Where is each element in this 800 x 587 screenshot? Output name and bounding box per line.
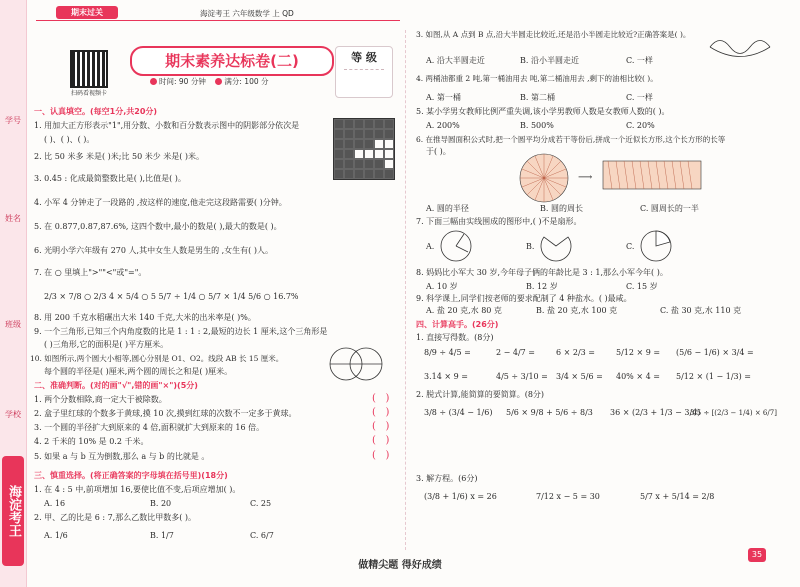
question-1-blanks: ( )、( )、( )。 [44,135,95,144]
approx-rectangle-figure [602,160,702,190]
section-tag: 期末过关 [56,6,118,19]
judge-3: 3. 一个圆的半径扩大到原来的 4 倍,面积就扩大到原来的 16 倍。 [34,423,265,432]
section-1-heading: 一、认真填空。(每空1分,共20分) [34,107,158,116]
choice-7-a: A. [426,242,435,251]
answer-paren-1[interactable]: ( ) [372,393,390,404]
question-8: 8. 用 200 千克水稻碾出大米 140 千克,大米的出米率是( )%。 [34,313,256,322]
calc-3-a: (3/8 + 1/6) x = 26 [424,492,497,501]
calc-1-row1-b: 2 − 4/7 = [496,348,535,357]
choice-7-c: C. [626,242,635,251]
calc-3-c: 5/7 x + 5/14 = 2/8 [640,492,715,501]
school-label: 学校 [5,410,21,419]
choice-5: 5. 某小学男女教师比例严重失调,该小学男教师人数是女教师人数的( )。 [416,107,670,116]
exam-time: 时间: 90 分钟 [159,77,206,86]
question-5: 5. 在 0.877,0.87,87.6%, 这四个数中,最小的数是( ),最大的数是( )。 [34,222,282,231]
choice-8-b: B. 12 岁 [526,282,558,291]
question-10: 10. 如图所示,两个圆大小相等,圆心分别是 O1、O2。线段 AB 长 15 厘米。 [30,354,284,363]
choice-2-b: B. 1/7 [150,531,174,540]
page-number: 35 [748,548,766,562]
name-label: 姓名 [5,214,21,223]
choice-8-a: A. 10 岁 [426,282,458,291]
student-id-label: 学号 [5,116,21,125]
choice-5-c: C. 20% [626,121,655,130]
choice-2-c: C. 6/7 [250,531,274,540]
arrow-icon: ⟶ [578,172,593,183]
two-circles-figure [318,346,398,386]
choice-6-b: B. 圆的周长 [540,204,583,213]
question-7-comparisons: 2/3 × 7/8 ○ 2/3 4 × 5/4 ○ 5 5/7 ÷ 1/4 ○ 5/7 × 1/4 5/6 ○ 16.7% [44,292,299,301]
choice-6: 6. 在推导圆面积公式时,把一个圆平均分成若干等份后,拼成一个近似长方形,这个长方形的长等 [416,135,726,144]
circle-sectors-figure [518,152,570,204]
choice-3-b: B. 沿小半圆走近 [520,56,579,65]
choice-3: 3. 如图,从 A 点到 B 点,沿大半圆走比较近,还是沿小半圆走比较近?正确答案是( )。 [416,30,691,39]
section-4-heading: 四、计算高手。(26分) [416,320,499,329]
calc-2-heading: 2. 脱式计算,能简算的要简算。(8分) [416,390,545,399]
choice-6-blank: 于( )。 [426,147,451,156]
choice-9: 9. 科学课上,同学们按老师的要求配制了 4 种盐水。( )最咸。 [416,294,632,303]
calc-1-row1-c: 6 × 2/3 = [556,348,595,357]
choice-4-b: B. 第二桶 [520,93,555,102]
choice-8-c: C. 15 岁 [626,282,658,291]
left-brand-strip [0,0,27,587]
choice-2: 2. 甲、乙的比是 6 : 7,那么乙数比甲数多( )。 [34,513,197,522]
brand-logo: 海淀考王 [2,456,24,566]
qr-code-icon[interactable] [70,50,108,88]
calc-1-row2-d: 40% × 4 = [616,372,660,381]
calc-3-heading: 3. 解方程。(6分) [416,474,478,483]
option-c-shape [638,228,674,264]
choice-1-a: A. 16 [44,499,66,508]
section-2-heading: 二、准确判断。(对的画"√",错的画"×")(5分) [34,381,198,390]
clock-icon [150,78,157,85]
choice-3-a: A. 沿大半圆走近 [426,56,485,65]
question-10-blanks: 每个圆的半径是( )厘米,两个圆的周长之和是( )厘米。 [44,367,233,376]
book-meta: 海淀考王 六年级数学 上 QD [200,9,294,18]
question-7: 7. 在 ○ 里填上">""<"或"="。 [34,268,147,277]
choice-1: 1. 在 4 : 5 中,前项增加 16,要使比值不变,后项应增加( )。 [34,485,241,494]
choice-9-a: A. 盐 20 克,水 80 克 [426,306,502,315]
question-1: 1. 用加大正方形表示"1",用分数、小数和百分数表示图中的阴影部分依次是 [34,121,300,130]
calc-2-d: 3/5 ÷ [(2/3 − 1/4) × 6/7] [690,409,777,417]
judge-5: 5. 如果 a 与 b 互为倒数,那么 a 与 b 的比就是 。 [34,452,210,461]
grade-label: 等 级 [351,51,377,64]
question-4: 4. 小军 4 分钟走了一段路的 ,按这样的速度,他走完这段路需要( )分钟。 [34,198,287,207]
choice-3-c: C. 一样 [626,56,653,65]
answer-paren-2[interactable]: ( ) [372,407,390,418]
qr-label: 扫码看视频卡 [70,90,107,97]
calc-2-b: 5/6 × 9/8 + 5/6 ÷ 8/3 [506,408,593,417]
calc-1-row2-e: 5/12 × (1 − 1/3) = [676,372,751,381]
answer-paren-3[interactable]: ( ) [372,421,390,432]
footer-motto: 做精尖题 得好成绩 [358,560,442,571]
choice-9-b: B. 盐 20 克,水 100 克 [536,306,618,315]
choice-7: 7. 下面三幅由实线围成的图形中,( )不是扇形。 [416,217,582,226]
choice-4: 4. 两桶油都重 2 吨,第一桶油用去 吨,第二桶油用去 ,剩下的油相比较( )。 [416,74,658,83]
choice-5-b: B. 500% [520,121,554,130]
calc-2-c: 36 × (2/3 + 1/3 − 3/4) [610,408,701,417]
option-a-shape [438,228,474,264]
section-3-heading: 三、慎重选择。(将正确答案的字母填在括号里)(18分) [34,471,228,480]
calc-1-row2-a: 3.14 × 9 = [424,372,468,381]
calc-2-a: 3/8 ÷ (3/4 − 1/6) [424,408,493,417]
judge-1: 1. 两个分数相除,商一定大于被除数。 [34,395,167,404]
semicircle-path-figure [706,36,776,58]
question-6: 6. 光明小学六年级有 270 人,其中女生人数是男生的 ,女生有( )人。 [34,246,273,255]
choice-1-c: C. 25 [250,499,272,508]
question-9-blanks: ( )三角形,它的面积是( )平方厘米。 [44,340,169,349]
calc-3-b: 7/12 x − 5 = 30 [536,492,600,501]
choice-2-a: A. 1/6 [44,531,68,540]
calc-1-row1-d: 5/12 × 9 = [616,348,661,357]
score-icon [215,78,222,85]
answer-paren-5[interactable]: ( ) [372,450,390,461]
question-2: 2. 比 50 米多 米是( )米;比 50 米少 米是( )米。 [34,152,205,161]
header-rule [36,20,400,21]
calc-1-row1-a: 8/9 ÷ 4/5 = [424,348,471,357]
judge-4: 4. 2 千米的 10% 是 0.2 千米。 [34,437,149,446]
calc-1-row2-b: 4/5 ÷ 3/10 = [496,372,548,381]
choice-9-c: C. 盐 30 克,水 110 克 [660,306,742,315]
choice-8: 8. 妈妈比小军大 30 岁,今年母子俩的年龄比是 3 : 1,那么小军今年( )。 [416,268,668,277]
calc-1-row1-e: (5/6 − 1/6) × 3/4 = [676,348,754,357]
grade-entry[interactable] [344,69,384,92]
choice-6-c: C. 圆周长的一半 [640,204,699,213]
choice-4-a: A. 第一桶 [426,93,461,102]
calc-1-heading: 1. 直接写得数。(8分) [416,333,494,342]
judge-2: 2. 盒子里红球的个数多于黄球,摸 10 次,摸到红球的次数不一定多于黄球。 [34,409,297,418]
option-b-shape [538,228,574,264]
answer-paren-4[interactable]: ( ) [372,435,390,446]
question-3: 3. 0.45 : 化成最简整数比是( ),比值是( )。 [34,174,186,183]
shaded-grid-figure [333,118,395,180]
choice-4-c: C. 一样 [626,93,653,102]
exam-info [150,76,330,87]
exam-title: 期末素养达标卷(二) [130,46,334,76]
choice-1-b: B. 20 [150,499,172,508]
choice-7-b: B. [526,242,535,251]
grade-box [335,46,393,98]
calc-1-row2-c: 3/4 × 5/6 = [556,372,603,381]
question-9: 9. 一个三角形,已知三个内角度数的比是 1 : 1 : 2,最短的边长 1 厘米,这个三角形是 [34,327,328,336]
choice-5-a: A. 200% [426,121,460,130]
exam-score: 满分: 100 分 [224,77,269,86]
choice-6-a: A. 圆的半径 [426,204,469,213]
column-divider [405,30,406,550]
class-label: 班级 [5,320,21,329]
